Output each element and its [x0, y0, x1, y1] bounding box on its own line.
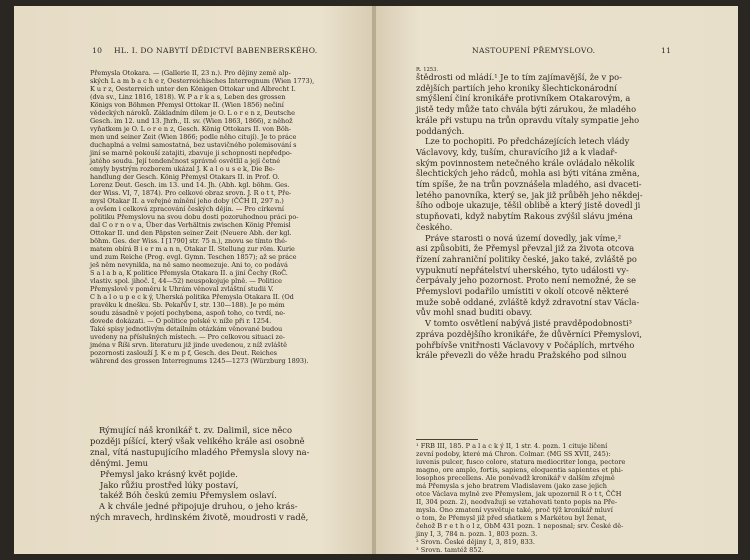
right-page	[376, 6, 738, 554]
text-line: smýšlení činí kronikáře protivníkem Otakarovým, a	[416, 93, 631, 104]
note-line: Přemysla Otokara. — (Gallerie II, 23 n.). Pro dějiny země alp-	[90, 69, 291, 77]
note-line: und zum Reiche (Prog. evgl. Gymn. Teschen 1857); až se práce	[90, 253, 297, 261]
footnote-line: o tom, že Přemysl již před sňatkem s Markétou byl ženat,	[416, 514, 607, 522]
text-line: poddaných.	[416, 125, 465, 136]
footnote-line: jiny I, 3, 784 n. pozn. 1, 803 pozn. 3.	[416, 530, 538, 538]
left-bibliography-notes	[90, 69, 314, 365]
left-running-head: HL. I. DO NABYTÍ DĚDICTVÍ BABENBERSKÉHO.	[114, 46, 318, 55]
text-line: šlechtických jeho rádců, mohla asi býti vítána změna,	[416, 168, 640, 179]
footnote-line: II, 304 pozn. 2), neodvažuji se vztahovati tento popis na Pře-	[416, 498, 618, 506]
margin-year-reference: R. 1253.	[416, 67, 439, 73]
text-line: stupňovati, když nabytím Rakous zvýšil slávu jména	[416, 211, 633, 222]
note-line: vlastiv. spol. jihoč. I, 44—52) neuspokojuje plně. — Politice	[90, 277, 282, 285]
footnote-line: zevní podoby, které má Chron. Colmar. (MG SS XVII, 245):	[416, 450, 611, 458]
right-footnotes	[416, 442, 625, 554]
text-line: Práve starosti o nová území dovedly, jak víme,²	[425, 232, 622, 243]
text-line: ským povinnostem netečného krále ovládalo několik	[416, 157, 635, 168]
text-line: vův mohl snad buditi obavy.	[416, 307, 533, 318]
right-running-head: NASTOUPENÍ PŘEMYSLOVO.	[472, 46, 596, 55]
note-line: ješ něm nevynikla, na ně samo neomezuje. Ani to, co podává	[90, 261, 288, 269]
text-line: krále při vstupu na trůn opravdu vítaly sympatie jeho	[416, 114, 640, 125]
note-line: duchaplná a velmi samostatná, bez ustavičného polemisování s	[90, 141, 297, 149]
note-line: jména v Říši srvn. literaturu již jinde uvedenou, z níž zvláště	[90, 341, 287, 349]
note-line: a ovšem i celková zpracování českých dějin. — Pro církevní	[90, 205, 284, 213]
footnote-line: magno, ore amplo, fortis, sapiens, eloquentia sapientes et phi-	[416, 466, 624, 474]
note-line: Gesch. im 12. und 13. Jhrh., II. sv. (Wien 1863, 1866), z něhož	[90, 117, 293, 125]
footnote-line: iuvenis pulcer, fusco colore, statura mediocriter longa, pectore	[416, 458, 626, 466]
note-line: (dva sv., Linz 1816, 1818). W. P a r k a s, Leben des grossen	[90, 93, 286, 101]
text-line: později píšící, který však velikého krále asi osobně	[90, 435, 305, 446]
footnote-line: mysla. Ono zmatení vysvětuje také, proč týž kronikář mluví	[416, 506, 613, 514]
text-line: Jako růžiu prostřed lúky postaví,	[100, 479, 239, 490]
text-line: asi způsobiti, že Přemysl převzal již za života otcova	[416, 243, 635, 254]
note-line: K u r z, Oesterreich unter den Königen Ottokar und Albrecht I.	[90, 85, 296, 93]
text-line: českého.	[416, 221, 453, 232]
note-line: böhm. Ges. der Wiss. I [1790] str. 75 n.), znovu se tímto thé-	[90, 237, 288, 245]
note-line: Ottokar II. und den Päpsten seiner Zeit (Neuere Abh. der kgl.	[90, 229, 292, 237]
footnote-line: má Přemysla s jeho bratrem Vladislavem (jako zase jejich	[416, 482, 607, 490]
note-line: pravěku k dnešku. Sb. Pekařův I, str. 130—188). Je po mém	[90, 301, 285, 309]
text-line: zdějších partiích jeho kroniky šlechtickonárodní	[416, 82, 617, 93]
note-line: der Wiss. VI, 7, 1874). Pro celkové obraz srovn. J. R o t t, Pře-	[90, 189, 292, 197]
note-line: vědeckých nároků. Základním dílem je O. L o r e n z, Deutsche	[90, 109, 295, 117]
left-page-number: 10	[92, 46, 103, 55]
note-line: dovede dokázati. — O politice polské v. níže při r. 1254.	[90, 317, 272, 325]
left-body-text	[90, 425, 309, 523]
note-line: men und seiner Zeit (Wien 1866; podle něho citují). Je to práce	[90, 133, 297, 141]
text-line: tím spíše, že na trůn povznášela mladého, asi dvaceti-	[416, 179, 642, 190]
footnote-line: ¹ FRB III, 185. P a l a c k ý II, 1 str. 4. pozn. 1 cituje líčení	[416, 442, 608, 450]
footnote-line: ² Srovn. České dějiny I, 3, 819, 833.	[416, 538, 536, 546]
note-line: Přemyslově v poměru k Uhrám věnoval zvláštní studii V.	[90, 285, 274, 293]
text-line: znal, vítá nastupujícího mladého Přemysla slovy na-	[90, 446, 310, 457]
right-body-text	[416, 72, 643, 361]
note-line: C h a l o u p e c k ý, Uherská politika Přemysla Otakara II. (Od	[90, 293, 294, 301]
note-line: handlung der Gesch. König Přemysl Otakars II. in Prof. O.	[90, 173, 280, 181]
footnote-line: otce Václava mylně zve Přemyslem, jak upozornil R o t t, ČČH	[416, 490, 622, 498]
note-line: politiku Přemyslovu na svou dobu dosti pozoruhodnou práci po-	[90, 213, 299, 221]
text-line: letého panovníka, který se, jak již průběh jeho někdej-	[416, 189, 643, 200]
text-line: vypuknutí nepřátelství uherského, tyto události vy-	[416, 264, 629, 275]
text-line: takéž Bóh českú zemiu Přemyslem oslaví.	[100, 490, 277, 501]
left-page	[14, 6, 374, 554]
right-page-number: 11	[661, 46, 672, 55]
footnote-line: ³ Srovn. tamtéž 852.	[416, 546, 484, 554]
text-line: muže sobě oddané, zvláště když zdravotní stav Václa-	[416, 296, 640, 307]
text-line: štědrosti od mládí.¹ Je to tím zajímavější, že v po-	[416, 72, 622, 82]
text-line: Přemysl jako krásný květ pojide.	[100, 468, 238, 479]
text-line: zpráva pozdějšího kronikáře, že důvěrníci Přemyslovi,	[416, 328, 643, 339]
note-line: ských L a m b a c h e r, Oesterreichisches Interregnum (Wien 1773),	[90, 77, 315, 85]
note-line: Königs von Böhmen Přemysl Ottokar II. (Wien 1856) nečiní	[90, 101, 284, 109]
text-line: děnými. Jemu	[90, 457, 149, 468]
text-line: čerpávaly jeho pozornost. Proto není nemožné, že se	[416, 275, 636, 286]
note-line: jiní se marně pokouší zatajiti, zbavuje ji schopnosti nepředpo-	[90, 149, 292, 157]
note-line: während des grossen Interregnums 1245—1273 (Würzburg 1893).	[90, 357, 309, 365]
note-line: soudu zásadně v pojetí pochybena, aspoň toho, co tvrdí, ne-	[90, 309, 286, 317]
note-line: pozornosti zaslouží J. K e m p f, Gesch. des Deut. Reiches	[90, 349, 277, 357]
text-line: Přemyslovi podařilo umístiti v okolí otcově některé	[416, 286, 629, 297]
text-line: Václavovy, kdy, tuším, churavícího již a k vladař-	[416, 146, 618, 157]
note-line: mysl Otakar II. a veřejné mínění jeho doby (ČČH II, 297 n.)	[90, 197, 284, 205]
text-line: Lze to pochopiti. Po předcházejících letech vlády	[425, 136, 630, 147]
text-line: V tomto osvětlení nabývá jisté pravděpodobnosti³	[425, 318, 632, 329]
note-line: Také spisy jednotlivým detailním otázkám věnované budou	[90, 325, 283, 333]
note-line: vyňatkem je O. L o r e n z, Gesch. König Ottokars II. von Böh-	[90, 125, 292, 133]
note-line: matem obírá B i e r m a n n, Otakar II. Stellung zur röm. Kurie	[90, 245, 295, 253]
footnote-rule	[416, 439, 478, 440]
text-line: ných mravech, hrdinském životě, moudrosti v radě,	[90, 512, 309, 523]
note-line: S a l a b a, K politice Přemysla Otakara II. a jiní Čechy (RoČ.	[90, 269, 288, 277]
text-line: řízení zahraniční politiky české, jako také, zvláště po	[416, 253, 637, 264]
note-line: omyly bystrým rozborem ukázal J. K a l o u s e k, Die Be-	[90, 165, 275, 173]
text-line: pohřbívše vnitřnosti Václavovy v Počáplích, mrtvého	[416, 339, 635, 350]
footnote-line: čehož B r e t h o l z, ObM 431 pozn. 1 neposnal; srv. České dě-	[416, 522, 624, 530]
note-line: Lorenz Deut. Gesch. im 13. und 14. Jh. (Abh. kgl. böhm. Ges.	[90, 181, 290, 189]
text-line: krále převezli do věže hradu Pražského pod silnou	[416, 350, 627, 361]
text-line: A k chvále jedné připojuje druhou, o jeho krás-	[99, 501, 298, 512]
text-line: Rýmující náš kronikář t. zv. Dalimil, sice něco	[99, 425, 293, 435]
text-line: šího odboje ukazuje, těšil oblibě a který jistě dovedl ji	[416, 200, 641, 211]
note-line: dal C o r n o v a, Über das Verhältnis zwischen König Přemisl	[90, 221, 291, 229]
text-line: jistě tedy může tato chvála býti zárukou, že mladého	[416, 104, 637, 115]
footnote-line: losophos precellens. Ale poněvadž kronikář v dalším zřejmě	[416, 474, 615, 482]
note-line: jatého soudu. Její tendenčnost správně osvětlil a její četné	[90, 157, 281, 165]
note-line: uvedeny na příslušných místech. — Pro celkovou situaci ze-	[90, 333, 285, 341]
